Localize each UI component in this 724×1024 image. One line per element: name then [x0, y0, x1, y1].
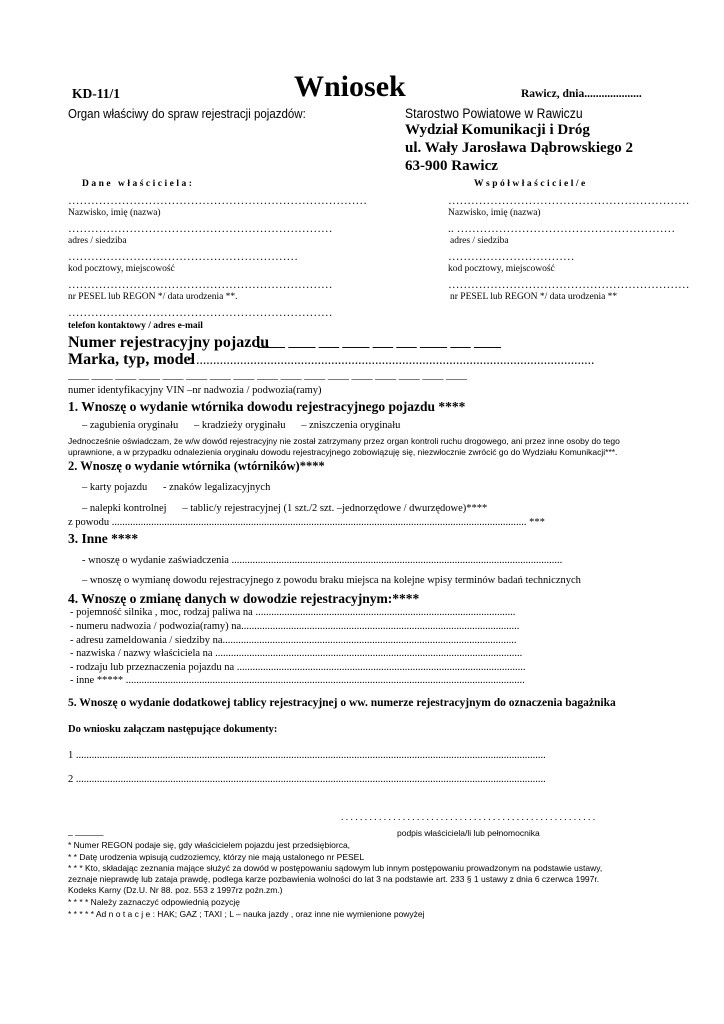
signature-label: podpis właściciela/li lub pełnomocnika: [397, 828, 540, 838]
office-street: ul. Wały Jarosława Dąbrowskiego 2: [405, 140, 633, 156]
vin-label: numer identyfikacyjny VIN –nr nadwozia / podwozia(ramy): [68, 385, 322, 396]
office-name: Starostwo Powiatowe w Rawiczu: [405, 106, 583, 121]
footnote-1: * Numer REGON podaje się, gdy właścicielem pojazdu jest przedsiębiorca,: [68, 840, 351, 850]
section4-item[interactable]: - nazwiska / nazwy właściciela na .....................................................................................................................: [70, 648, 523, 659]
section2-line2[interactable]: – nalepki kontrolnej – tablic/y rejestracyjnej (1 szt./2 szt. –jednorzędowe / dwurzędowe)****: [82, 503, 488, 514]
office-city: 63-900 Rawicz: [405, 158, 498, 174]
section1-options[interactable]: – zagubienia oryginału – kradzieży oryginału – zniszczenia oryginału: [82, 420, 401, 431]
owner-address-line[interactable]: ……………………………………………………………: [68, 223, 333, 235]
owner-phone-line[interactable]: ……………………………………………………………: [68, 307, 333, 319]
footnote-4: * * * * Należy zaznaczyć odpowiednią pozycję: [68, 897, 240, 907]
owner-postal-line[interactable]: ……………………………………………………: [68, 251, 298, 263]
owner-postal-label: kod pocztowy, miejscowość: [68, 264, 175, 274]
section4-item[interactable]: - pojemność silnika , moc, rodzaj paliwa na ...................................................................................................: [70, 607, 516, 618]
coowner-pesel-line[interactable]: ………………………………………………………: [448, 279, 690, 291]
organ-label: Organ właściwy do spraw rejestracji pojazdów:: [68, 107, 306, 121]
section4-item[interactable]: - rodzaju lub przeznaczenia pojazdu na ..............................................................................................................: [70, 662, 526, 673]
attachment-item-2[interactable]: 2 ...................................................................................................................................................................................: [68, 774, 546, 785]
owner-heading: Dane właściciela:: [82, 179, 195, 189]
form-code: KD-11/1: [72, 86, 121, 101]
coowner-pesel-label: nr PESEL lub REGON */ data urodzenia **: [450, 292, 618, 302]
coowner-heading: Współwłaściciel/e: [474, 179, 588, 189]
footnote-2: * * Datę urodzenia wpisują cudzoziemcy, którzy nie mają ustalonego nr PESEL: [68, 852, 365, 862]
section3-line2[interactable]: – wnoszę o wymianę dowodu rejestracyjnego z powodu braku miejsca na kolejne wpisy terminów badań technicznych: [82, 575, 581, 586]
owner-pesel-line[interactable]: ……………………………………………………………: [68, 279, 333, 291]
office-department: Wydział Komunikacji i Dróg: [405, 122, 590, 138]
reg-number-field[interactable]: ____ ____ ___ ____ ___ ___ ____ ___ ____: [258, 334, 501, 349]
footnote-5: * * * * * Ad n o t a c j e : HAK; GAZ ; TAXI ; L – nauka jazdy , oraz inne nie wymienione powyżej: [68, 909, 425, 919]
owner-pesel-label: nr PESEL lub REGON */ data urodzenia **.: [68, 292, 238, 302]
section4-title: 4. Wnoszę o zmianę danych w dowodzie rejestracyjnym:****: [68, 591, 420, 606]
section2-title: 2. Wnoszę o wydanie wtórnika (wtórników)****: [68, 459, 325, 473]
owner-name-label: Nazwisko, imię (nazwa): [68, 208, 161, 218]
section3-line1[interactable]: - wnoszę o wydanie zaświadczenia ..............................................................................................................................: [82, 555, 563, 566]
coowner-postal-label: kod pocztowy, miejscowość: [448, 264, 555, 274]
attachments-title: Do wniosku załączam następujące dokumenty:: [68, 724, 278, 735]
section2-line1[interactable]: – karty pojazdu - znaków legalizacyjnych: [82, 482, 271, 493]
place-date: Rawicz, dnia....................: [521, 88, 642, 100]
vin-field[interactable]: ____ ____ ____ ____ ____ ____ ____ ____ ____ ____ ____ ____ ____ ____ ____ ____ ____: [68, 370, 467, 381]
section4-item[interactable]: - adresu zameldowania / siedziby na................................................................................................................: [70, 635, 517, 646]
section4-item[interactable]: - numeru nadwozia / podwozia(ramy) na..........................................................................................................: [70, 621, 520, 632]
section4-item[interactable]: - inne ***** ........................................................................................................................................................: [70, 675, 525, 686]
section1-title: 1. Wnoszę o wydanie wtórnika dowodu rejestracyjnego pojazdu ****: [68, 399, 466, 414]
section2-reason[interactable]: z powodu .............................................................................................................................................................. ***: [68, 517, 545, 528]
owner-name-line[interactable]: ……………………………………………………………………: [68, 195, 367, 207]
footnote-3: * * * Kto, składając zeznania mające służyć za dowód w postępowaniu sądowym lub innym postępowaniu prowadzonym na podstawie ustawy, zeznaje nieprawdę lub zataja prawdę, podlega karze pozbawienia wolności do lat 3 na podstawie art. 233 § 1 ustawy z dnia 6 czerwca 1997r. Kodeks Karny (Dz.U. Nr 88. poz. 553 z 1997rz poźn.zm.): [68, 863, 603, 895]
coowner-name-line[interactable]: ………………………………………………………: [448, 195, 690, 207]
owner-phone-label: telefon kontaktowy / adres e-mail: [68, 321, 203, 331]
section3-title: 3. Inne ****: [68, 531, 139, 546]
make-model-label: Marka, typ, model: [68, 351, 196, 368]
footnote-rule: _ ______: [68, 826, 104, 836]
signature-line[interactable]: . . . . . . . . . . . . . . . . . . . . . . . . . . . . . . . . . . . . . . . . . . . . . . . . . . . . . .: [341, 813, 596, 823]
attachment-item-1[interactable]: 1 ...................................................................................................................................................................................: [68, 750, 546, 761]
owner-address-label: adres / siedziba: [68, 236, 127, 246]
section1-declaration: Jednocześnie oświadczam, że w/w dowód rejestracyjny nie został zatrzymany przez organ kontroli ruchu drogowego, ani przez inne osoby do tego uprawnione, a w przypadku odnalezienia oryginału dowodu rejestracyjnego zobowiązuję się, niezwłocznie zwrócić go do Wydziału Komunikacji***.: [68, 436, 620, 457]
reg-number-label: Numer rejestracyjny pojazdu: [68, 334, 270, 351]
section5-title[interactable]: 5. Wnoszę o wydanie dodatkowej tablicy rejestracyjnej o ww. numerze rejestracyjnym do oznaczenia bagażnika: [68, 697, 616, 709]
page-title: Wniosek: [294, 70, 406, 103]
make-model-field[interactable]: : ......................................................................................................................: [189, 352, 595, 367]
coowner-address-line[interactable]: .. …………………………………………………: [448, 223, 676, 235]
coowner-postal-line[interactable]: ……………………………: [448, 251, 575, 263]
coowner-address-label: adres / siedziba: [450, 236, 509, 246]
coowner-name-label: Nazwisko, imię (nazwa): [448, 208, 541, 218]
